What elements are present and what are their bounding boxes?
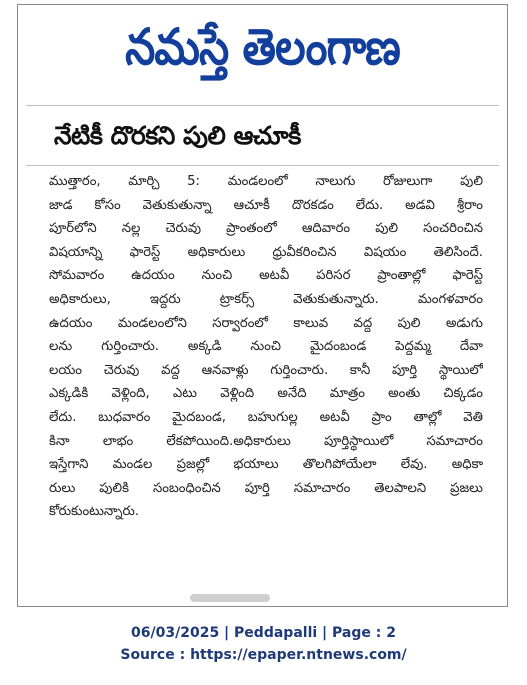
article-line: ముత్తారం, మార్చి 5: మండలంలో నాలుగు రోజులుగా పులి xyxy=(49,174,483,189)
article-line: కినా లాభం లేకపోయింది.అధికారులు పూర్తిస్థాయిలో సమాచారం xyxy=(49,433,483,449)
article-line: లయం చెరువు వద్ద ఆనవాళ్లు గుర్తించారు. కానీ పూర్తి స్థాయిలో xyxy=(49,362,483,378)
article-line: కోరుకుంటున్నారు. xyxy=(49,504,140,520)
article-line: జాడ కోసం వెతుకుతున్నా ఆచూకీ దొరకడం లేదు. అడవి శ్రీరాం xyxy=(49,197,483,213)
clipping-date-edition-page: 06/03/2025 | Peddapalli | Page : 2 xyxy=(131,625,396,641)
article-line: లను గుర్తించారు. అక్కడి నుంచి మైదంబండ పెద్దమ్మ దేవా xyxy=(49,339,483,355)
headline-divider xyxy=(26,165,499,166)
article-line: పూర్‌లోని నల్ల చెరువు ప్రాంతంలో ఆదివారం పులి సంచరించిన xyxy=(49,221,483,237)
article-line: రులు పులికి సంబంధించిన పూర్తి సమాచారం తెలపాలని ప్రజలు xyxy=(49,480,483,496)
clipping-source: Source : https://epaper.ntnews.com/ xyxy=(120,647,407,663)
masthead-divider xyxy=(26,105,499,106)
article-line: ఉదయం మండలంలోని సర్వారంలో కాలువ వద్ద పులి అడుగు xyxy=(49,315,483,331)
article-headline: నేటికీ దొరకని పులి ఆచూకీ xyxy=(54,121,301,150)
article-line: సోమవారం ఉదయం నుంచి అటవీ పరిసర ప్రాంతాల్లో ఫారెస్ట్ xyxy=(49,268,483,284)
newspaper-masthead: నమస్తే తెలంగాణ xyxy=(125,18,400,76)
article-line: ఎక్కడికి వెళ్లింది, ఎటు వెళ్లింది అనేది మాత్రం అంతు చిక్కడం xyxy=(49,386,483,402)
article-line: అధికారులు, ఇద్దరు ట్రాకర్స్ వెతుకుతున్నారు. మంగళవారం xyxy=(49,291,483,307)
article-line: లేదు. బుధవారం మైదబండ, బహుగుల్ల అటవీ ప్రాం తాల్లో వెతి xyxy=(49,409,483,425)
article-body xyxy=(49,170,483,524)
article-line: విషయాన్ని ఫారెస్ట్ అధికారులు ధ్రువీకరించిన విషయం తెలిసిందే. xyxy=(49,244,483,260)
article-line: ఇస్తేగాని మండల ప్రజల్లో భయాలు తొలగిపోయేలా లేవు. అధికా xyxy=(49,457,483,473)
cropped-text-fragment xyxy=(190,594,270,602)
